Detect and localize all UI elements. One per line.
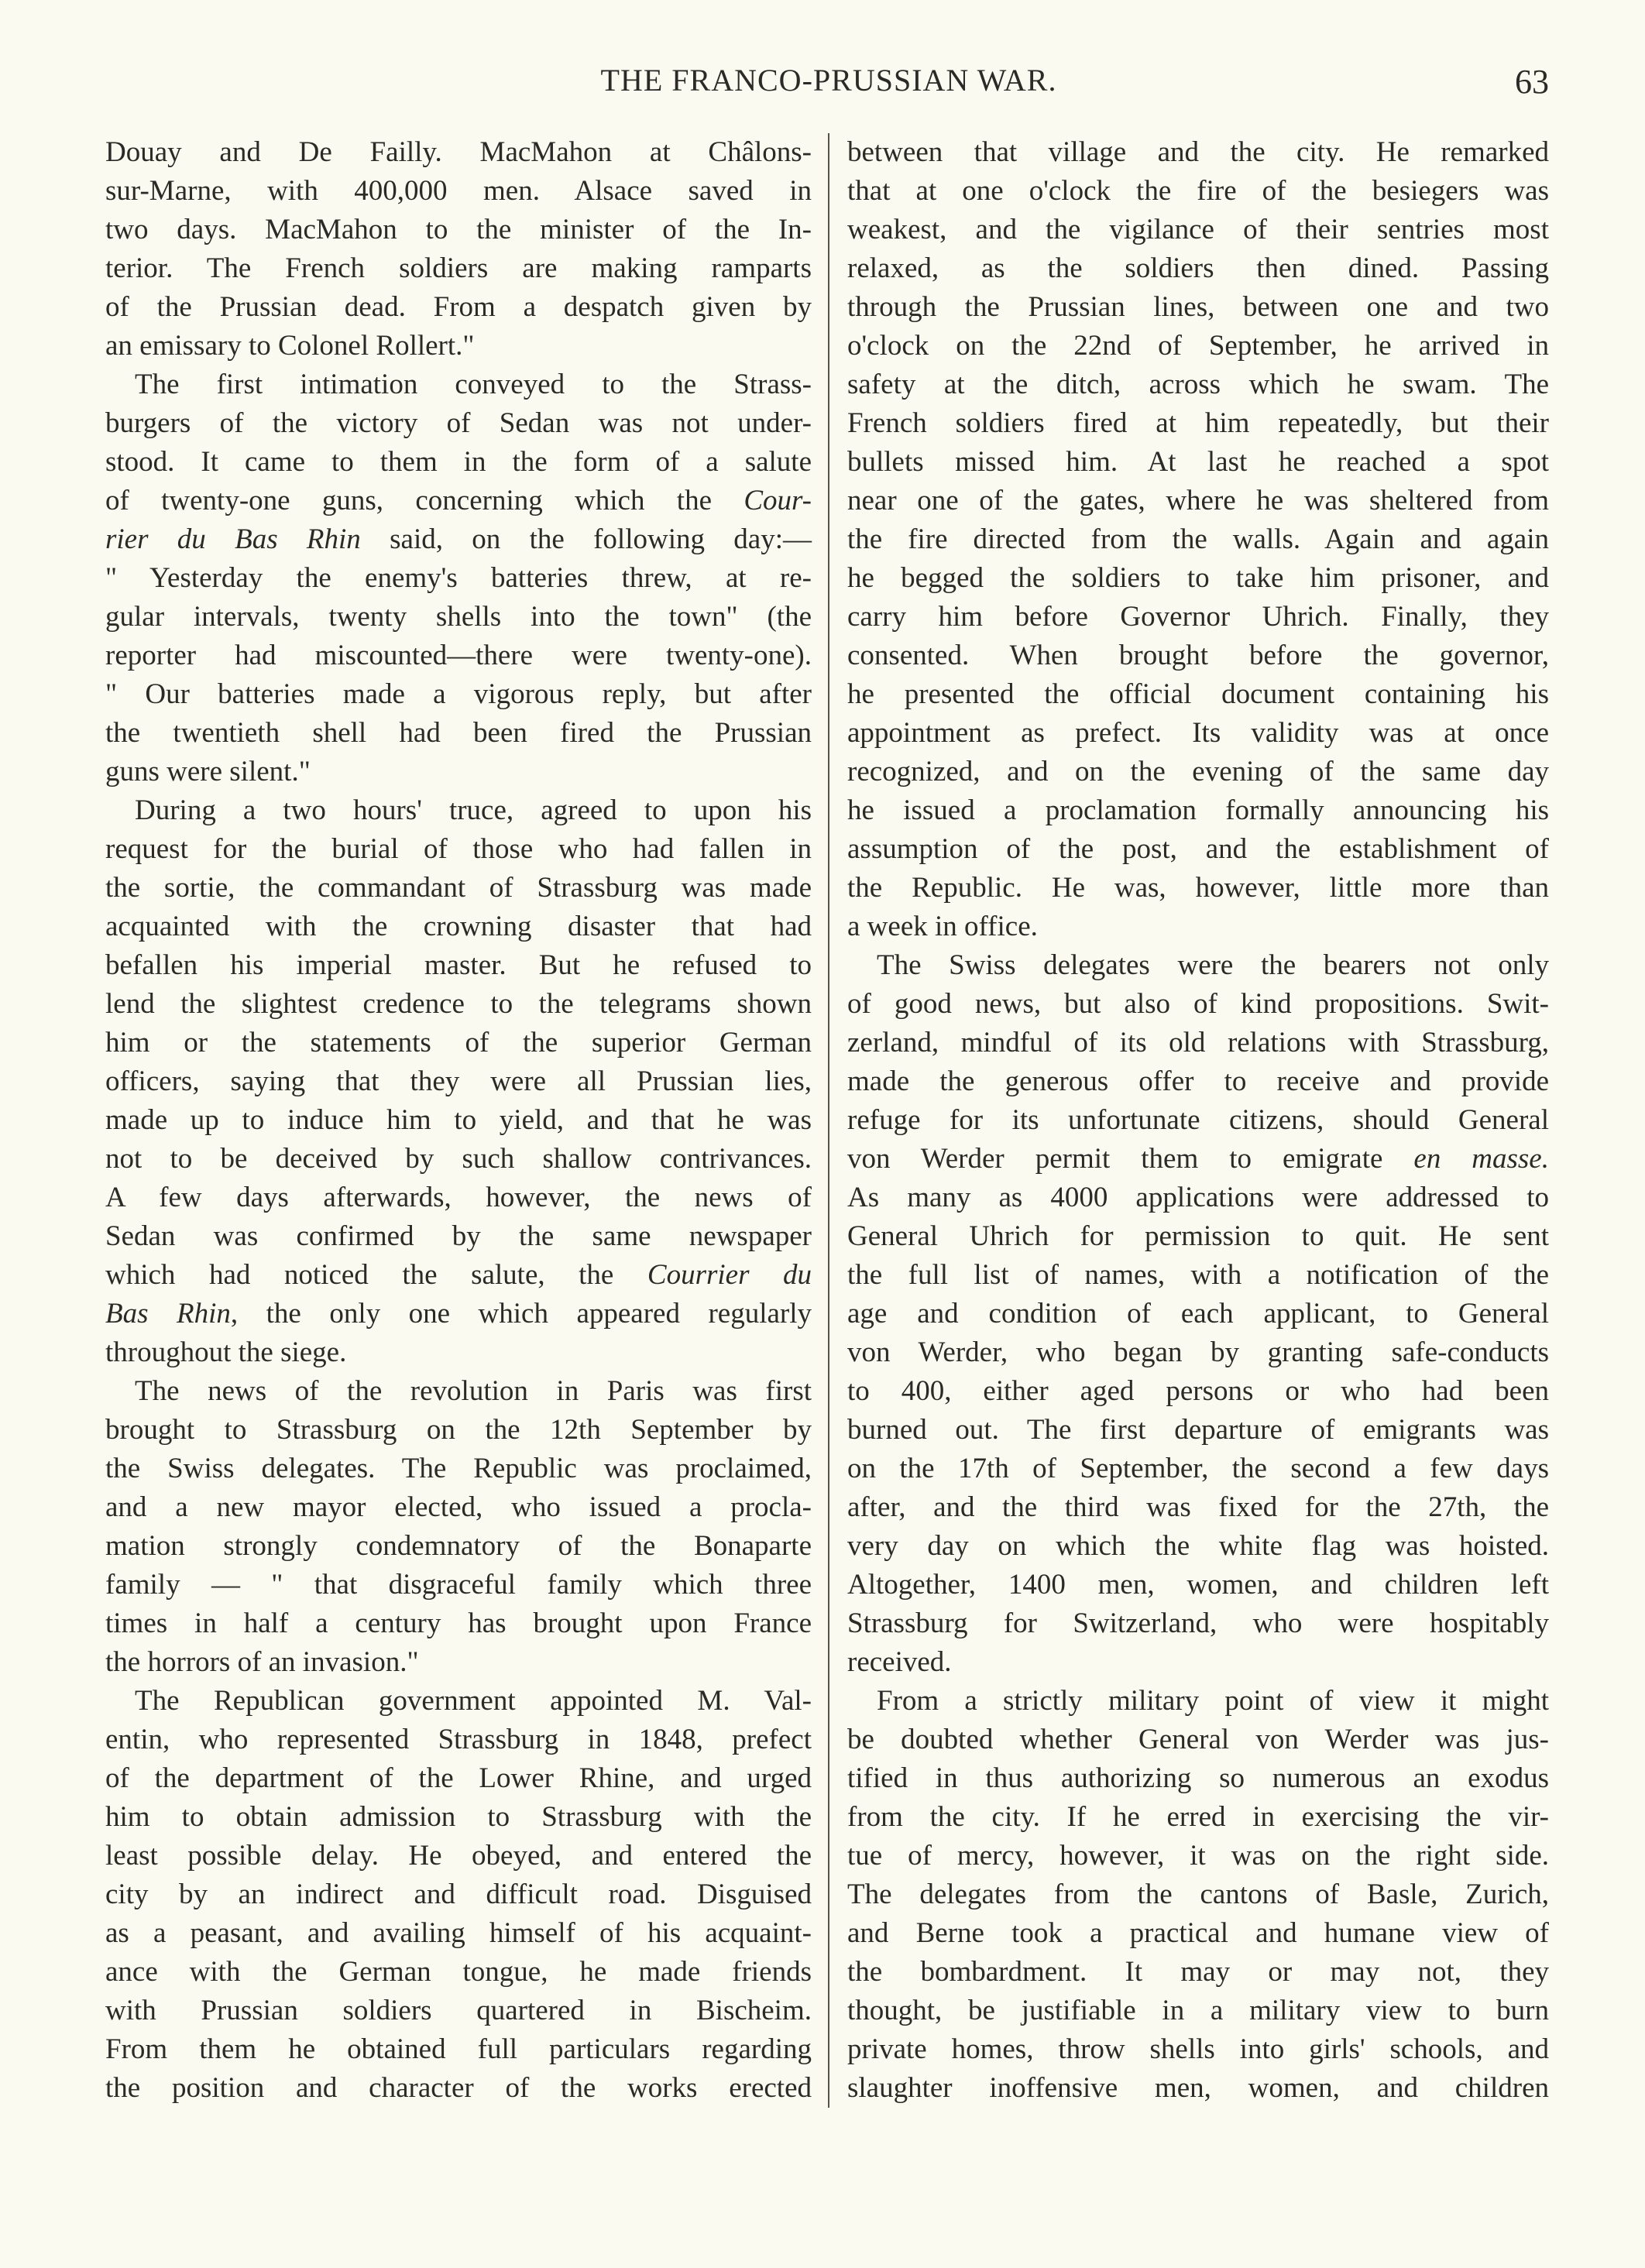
text-line [847,830,1549,869]
text-line [847,1295,1549,1333]
text-segment: consented. When brought before the governor, [847,640,1549,671]
text-line [105,1488,812,1527]
text-segment: the full list of names, with a notification of the [847,1259,1549,1291]
text-segment: bullets missed him. At last he reached a spot [847,446,1549,478]
text-line [105,1256,812,1295]
running-title: THE FRANCO-PRUSSIAN WAR. [600,63,1057,98]
text-line [105,1798,812,1837]
text-segment: " Our batteries made a vigorous reply, but after [105,678,812,710]
text-line [847,211,1549,249]
text-line [847,1024,1549,1062]
text-segment: The news of the revolution in Paris was first [135,1375,812,1407]
text-line [105,1566,812,1604]
text-line [105,1992,812,2030]
text-segment: received. [847,1646,952,1678]
text-line [847,1604,1549,1643]
text-segment: the Swiss delegates. The Republic was proclaimed, [105,1453,812,1484]
text-line [105,753,812,791]
right-column [847,133,1549,2108]
text-segment: of the Prussian dead. From a despatch given by [105,291,812,323]
text-line [847,2069,1549,2108]
text-segment: from the city. If he erred in exercising the vir- [847,1801,1549,1833]
text-segment: relaxed, as the soldiers then dined. Passing [847,252,1549,284]
text-line [847,1798,1549,1837]
text-segment: the Republic. He was, however, little more than [847,872,1549,904]
text-segment: tue of mercy, however, it was on the right side. [847,1840,1549,1872]
italic-text: Courrier du [647,1259,812,1291]
text-line [105,1333,812,1372]
text-line [847,365,1549,404]
text-line [847,869,1549,908]
text-segment: him or the statements of the superior German [105,1027,812,1059]
text-segment: which had noticed the salute, the [105,1259,647,1291]
text-line [847,133,1549,172]
text-segment: The Swiss delegates were the bearers not only [877,949,1549,981]
text-line [105,1179,812,1217]
text-segment: During a two hours' truce, agreed to upon his [135,794,812,826]
text-line [847,1566,1549,1604]
text-segment: burned out. The first departure of emigrants was [847,1414,1549,1446]
text-line [105,1024,812,1062]
text-segment: through the Prussian lines, between one and two [847,291,1549,323]
text-segment: made the generous offer to receive and provide [847,1065,1549,1097]
text-segment: a week in office. [847,911,1038,942]
text-segment: zerland, mindful of its old relations with Strassburg, [847,1027,1549,1059]
text-line [105,1643,812,1682]
text-segment: As many as 4000 applications were addressed to [847,1182,1549,1213]
text-line [105,714,812,753]
text-line [105,1682,812,1721]
italic-text: Bas Rhin [105,1298,231,1330]
text-line [105,211,812,249]
text-segment: very day on which the white flag was hoisted. [847,1530,1549,1562]
text-segment: appointment as prefect. Its validity was at once [847,717,1549,749]
text-line [847,249,1549,288]
text-segment: to 400, either aged persons or who had been [847,1375,1549,1407]
text-segment: assumption of the post, and the establishment of [847,833,1549,865]
text-segment: safety at the ditch, across which he swam. The [847,369,1549,400]
page-header [0,62,1645,108]
text-segment: family — " that disgraceful family which three [105,1569,812,1601]
text-line [105,1372,812,1411]
text-line [847,714,1549,753]
text-line [847,2030,1549,2069]
text-line [847,985,1549,1024]
text-segment: From a strictly military point of view it might [877,1685,1549,1717]
text-line [105,1914,812,1953]
text-line [105,520,812,559]
text-segment: he begged the soldiers to take him prisoner, and [847,562,1549,594]
text-line [105,908,812,946]
text-line [105,249,812,288]
italic-text: en masse. [1413,1143,1549,1175]
text-line [105,1411,812,1450]
italic-text: rier du Bas Rhin [105,523,361,555]
text-segment: age and condition of each applicant, to General [847,1298,1549,1330]
text-segment: an emissary to Colonel Rollert." [105,330,475,362]
text-line [847,1643,1549,1682]
text-segment: throughout the siege. [105,1336,347,1368]
text-segment: From them he obtained full particulars regarding [105,2033,812,2065]
text-segment: stood. It came to them in the form of a salute [105,446,812,478]
text-segment: weakest, and the vigilance of their sentries most [847,214,1549,245]
text-line [847,1217,1549,1256]
text-segment: him to obtain admission to Strassburg with the [105,1801,812,1833]
text-line [105,791,812,830]
text-line [847,172,1549,211]
text-segment: reporter had miscounted—there were twenty-one). [105,640,812,671]
text-segment: the horrors of an invasion." [105,1646,419,1678]
text-line [847,1488,1549,1527]
text-segment: of the department of the Lower Rhine, and urged [105,1762,812,1794]
text-segment: Altogether, 1400 men, women, and children left [847,1569,1549,1601]
text-segment: Douay and De Failly. MacMahon at Châlons- [105,136,812,168]
text-segment: near one of the gates, where he was sheltered from [847,485,1549,516]
text-segment: von Werder, who began by granting safe-conducts [847,1336,1549,1368]
text-segment: The delegates from the cantons of Basle, Zurich, [847,1879,1549,1910]
text-line [847,288,1549,327]
text-line [847,443,1549,482]
text-segment: The Republican government appointed M. Val- [135,1685,812,1717]
text-segment: the position and character of the works erected [105,2072,812,2104]
text-line [105,327,812,365]
text-line [847,1256,1549,1295]
text-line [105,482,812,520]
text-line [105,2030,812,2069]
text-segment: after, and the third was fixed for the 27th, the [847,1491,1549,1523]
text-segment: The first intimation conveyed to the Strass- [135,369,812,400]
text-line [105,365,812,404]
text-line [105,1604,812,1643]
text-segment: city by an indirect and difficult road. Disguised [105,1879,812,1910]
text-segment: sur-Marne, with 400,000 men. Alsace saved in [105,175,812,207]
text-segment: terior. The French soldiers are making ramparts [105,252,812,284]
text-segment: officers, saying that they were all Prussian lies, [105,1065,812,1097]
text-segment: lend the slightest credence to the telegrams shown [105,988,812,1020]
text-segment: tified in thus authorizing so numerous an exodus [847,1762,1549,1794]
text-line [105,675,812,714]
text-line [847,598,1549,636]
text-line [847,946,1549,985]
text-segment: brought to Strassburg on the 12th September by [105,1414,812,1446]
text-segment: between that village and the city. He remarked [847,136,1549,168]
text-line [847,1992,1549,2030]
text-segment: acquainted with the crowning disaster that had [105,911,812,942]
text-segment: General Uhrich for permission to quit. He sent [847,1220,1549,1252]
text-segment: A few days afterwards, however, the news of [105,1182,812,1213]
text-segment: gular intervals, twenty shells into the town" (the [105,601,812,633]
text-line [105,1953,812,1992]
text-line [105,1875,812,1914]
text-segment: mation strongly condemnatory of the Bonaparte [105,1530,812,1562]
text-segment: on the 17th of September, the second a few days [847,1453,1549,1484]
text-segment: thought, be justifiable in a military view to burn [847,1995,1549,2026]
text-segment: and Berne took a practical and humane view of [847,1917,1549,1949]
text-segment: French soldiers fired at him repeatedly, but their [847,407,1549,439]
text-line [105,1062,812,1101]
text-line [105,404,812,443]
text-line [105,869,812,908]
page-number: 63 [1515,63,1549,101]
text-line [105,172,812,211]
text-line [105,636,812,675]
text-segment: said, on the following day:— [360,523,812,555]
text-segment: two days. MacMahon to the minister of the In- [105,214,812,245]
text-line [847,1101,1549,1140]
text-segment: , the only one which appeared regularly [230,1298,812,1330]
text-line [105,830,812,869]
text-line [847,1682,1549,1721]
column-divider [828,133,829,2108]
text-line [847,1875,1549,1914]
text-line [847,1721,1549,1759]
text-segment: burgers of the victory of Sedan was not under- [105,407,812,439]
text-segment: with Prussian soldiers quartered in Bischeim. [105,1995,812,2026]
text-segment: made up to induce him to yield, and that he was [105,1104,812,1136]
text-line [847,482,1549,520]
text-segment: request for the burial of those who had fallen in [105,833,812,865]
text-segment: private homes, throw shells into girls' schools, and [847,2033,1549,2065]
text-segment: of good news, but also of kind propositions. Swit- [847,988,1549,1020]
text-segment: carry him before Governor Uhrich. Finally, they [847,601,1549,633]
text-segment: the bombardment. It may or may not, they [847,1956,1549,1988]
text-line [847,636,1549,675]
italic-text: Cour- [744,485,812,516]
text-line [847,1372,1549,1411]
text-segment: refuge for its unfortunate citizens, should General [847,1104,1549,1136]
text-line [847,559,1549,598]
text-line [847,1914,1549,1953]
left-column [105,133,812,2108]
text-line [847,1527,1549,1566]
text-segment: and a new mayor elected, who issued a procla- [105,1491,812,1523]
text-line [105,985,812,1024]
text-segment: ance with the German tongue, he made friends [105,1956,812,1988]
text-segment: that at one o'clock the fire of the besiegers was [847,175,1549,207]
text-line [847,1179,1549,1217]
text-segment: the twentieth shell had been fired the Prussian [105,717,812,749]
text-line [847,404,1549,443]
text-segment: entin, who represented Strassburg in 1848, prefect [105,1724,812,1755]
text-line [105,288,812,327]
text-line [105,1527,812,1566]
text-segment: he presented the official document containing his [847,678,1549,710]
text-line [847,1333,1549,1372]
text-segment: von Werder permit them to emigrate [847,1143,1414,1175]
text-line [105,1217,812,1256]
text-segment: the sortie, the commandant of Strassburg was made [105,872,812,904]
text-line [847,1450,1549,1488]
text-line [105,1450,812,1488]
text-segment: o'clock on the 22nd of September, he arrived in [847,330,1549,362]
text-line [105,2069,812,2108]
text-line [847,1062,1549,1101]
text-line [105,946,812,985]
text-segment: he issued a proclamation formally announcing his [847,794,1549,826]
text-segment: not to be deceived by such shallow contrivances. [105,1143,812,1175]
text-line [847,1953,1549,1992]
text-line [105,1837,812,1875]
text-line [847,1140,1549,1179]
text-segment: befallen his imperial master. But he refused to [105,949,812,981]
text-line [847,1411,1549,1450]
text-line [105,1140,812,1179]
text-line [105,133,812,172]
text-segment: recognized, and on the evening of the same day [847,756,1549,787]
text-line [105,598,812,636]
text-segment: Sedan was confirmed by the same newspaper [105,1220,812,1252]
text-line [847,791,1549,830]
text-line [105,559,812,598]
text-line [847,327,1549,365]
text-line [105,1721,812,1759]
text-segment: guns were silent." [105,756,311,787]
text-segment: be doubted whether General von Werder was jus- [847,1724,1549,1755]
text-segment: least possible delay. He obeyed, and entered the [105,1840,812,1872]
text-line [847,675,1549,714]
text-line [847,1837,1549,1875]
text-segment: Strassburg for Switzerland, who were hospitably [847,1608,1549,1639]
text-segment: " Yesterday the enemy's batteries threw, at re- [105,562,812,594]
text-line [847,1759,1549,1798]
text-segment: the fire directed from the walls. Again and again [847,523,1549,555]
text-line [847,520,1549,559]
text-segment: times in half a century has brought upon France [105,1608,812,1639]
text-line [105,1101,812,1140]
text-line [847,753,1549,791]
text-line [105,1759,812,1798]
text-line [847,908,1549,946]
text-segment: of twenty-one guns, concerning which the [105,485,744,516]
text-line [105,1295,812,1333]
text-segment: as a peasant, and availing himself of his acquaint- [105,1917,812,1949]
text-segment: slaughter inoffensive men, women, and children [847,2072,1549,2104]
text-line [105,443,812,482]
